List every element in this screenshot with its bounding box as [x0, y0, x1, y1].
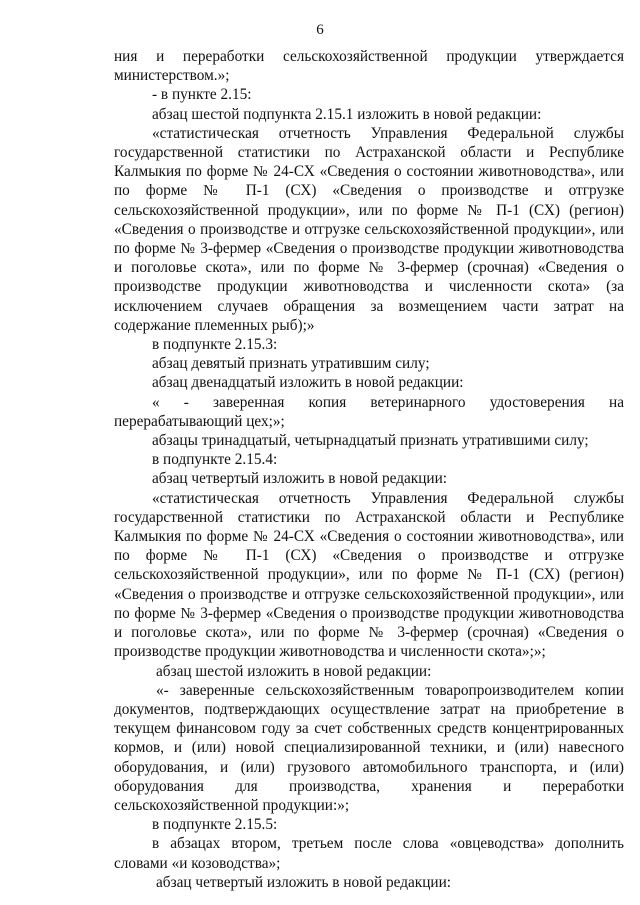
paragraph: абзац девятый признать утратившим силу;: [152, 355, 430, 373]
paragraph: абзац четвертый изложить в новой редакции:: [152, 470, 448, 488]
paragraph: « - заверенная копия ветеринарного удостоверения на перерабатывающий цех;»;: [114, 393, 624, 430]
paragraph: абзац двенадцатый изложить в новой редакции:: [152, 374, 464, 392]
paragraph: «статистическая отчетность Управления Федеральной службы государственной статистики по Астраханской области и Республике Калмыкия по форме № 24-СХ «Сведения о состоянии животноводства», или по форме № П-1 (СХ) «Сведения о производстве и отгрузке сельскохозяйственной продукции», или по форме № П-1 (СХ) (регион) «Сведения о производстве и отгрузке сельскохозяйственной продукции», или по форме № 3-фермер «Сведения о производстве продукции животноводства и поголовье скота», или по форме № 3-фермер (срочная) «Сведения о производстве продукции животноводства и численности скота»;»;: [114, 489, 624, 661]
paragraph: в подпункте 2.15.3:: [152, 336, 278, 354]
page-number: 6: [316, 22, 324, 38]
paragraph: в подпункте 2.15.4:: [152, 451, 278, 469]
paragraph: в подпункте 2.15.5:: [152, 816, 278, 834]
paragraph: абзацы тринадцатый, четырнадцатый признать утратившими силу;: [152, 432, 589, 450]
paragraph: в абзацах втором, третьем после слова «овцеводства» дополнить словами «и козоводства»;: [114, 835, 624, 872]
document-body: [114, 47, 624, 892]
paragraph: «- заверенные сельскохозяйственным товаропроизводителем копии документов, подтверждающих осуществление затрат на приобретение в текущем финансовом году за счет собственных средств концентрированных кормов, и (или) новой специализированной техники, и (или) навесного оборудования, и (или) грузового автомобильного транспорта, и (или) оборудования для производства, хранения и переработки сельскохозяйственной продукции:»;: [114, 681, 624, 814]
paragraph: ния и переработки сельскохозяйственной продукции утверждается министерством.»;: [114, 48, 624, 85]
paragraph: абзац шестой подпункта 2.15.1 изложить в новой редакции:: [152, 105, 542, 123]
paragraph: абзац шестой изложить в новой редакции:: [156, 662, 432, 680]
paragraph: - в пункте 2.15:: [152, 86, 252, 104]
paragraph: «статистическая отчетность Управления Федеральной службы государственной статистики по Астраханской области и Республике Калмыкия по форме № 24-СХ «Сведения о состоянии животноводства», или по форме № П-1 (СХ) «Сведения о производстве и отгрузке сельскохозяйственной продукции», или по форме № П-1 (СХ) (регион) «Сведения о производстве и отгрузке сельскохозяйственной продукции», или по форме № 3-фермер «Сведения о производстве продукции животноводства и поголовье скота», или по форме № 3-фермер (срочная) «Сведения о производстве продукции животноводства и численности скота» (за исключением случаев обращения за возмещением части затрат на содержание племенных рыб);»: [114, 124, 624, 334]
paragraph: абзац четвертый изложить в новой редакции:: [156, 873, 452, 891]
